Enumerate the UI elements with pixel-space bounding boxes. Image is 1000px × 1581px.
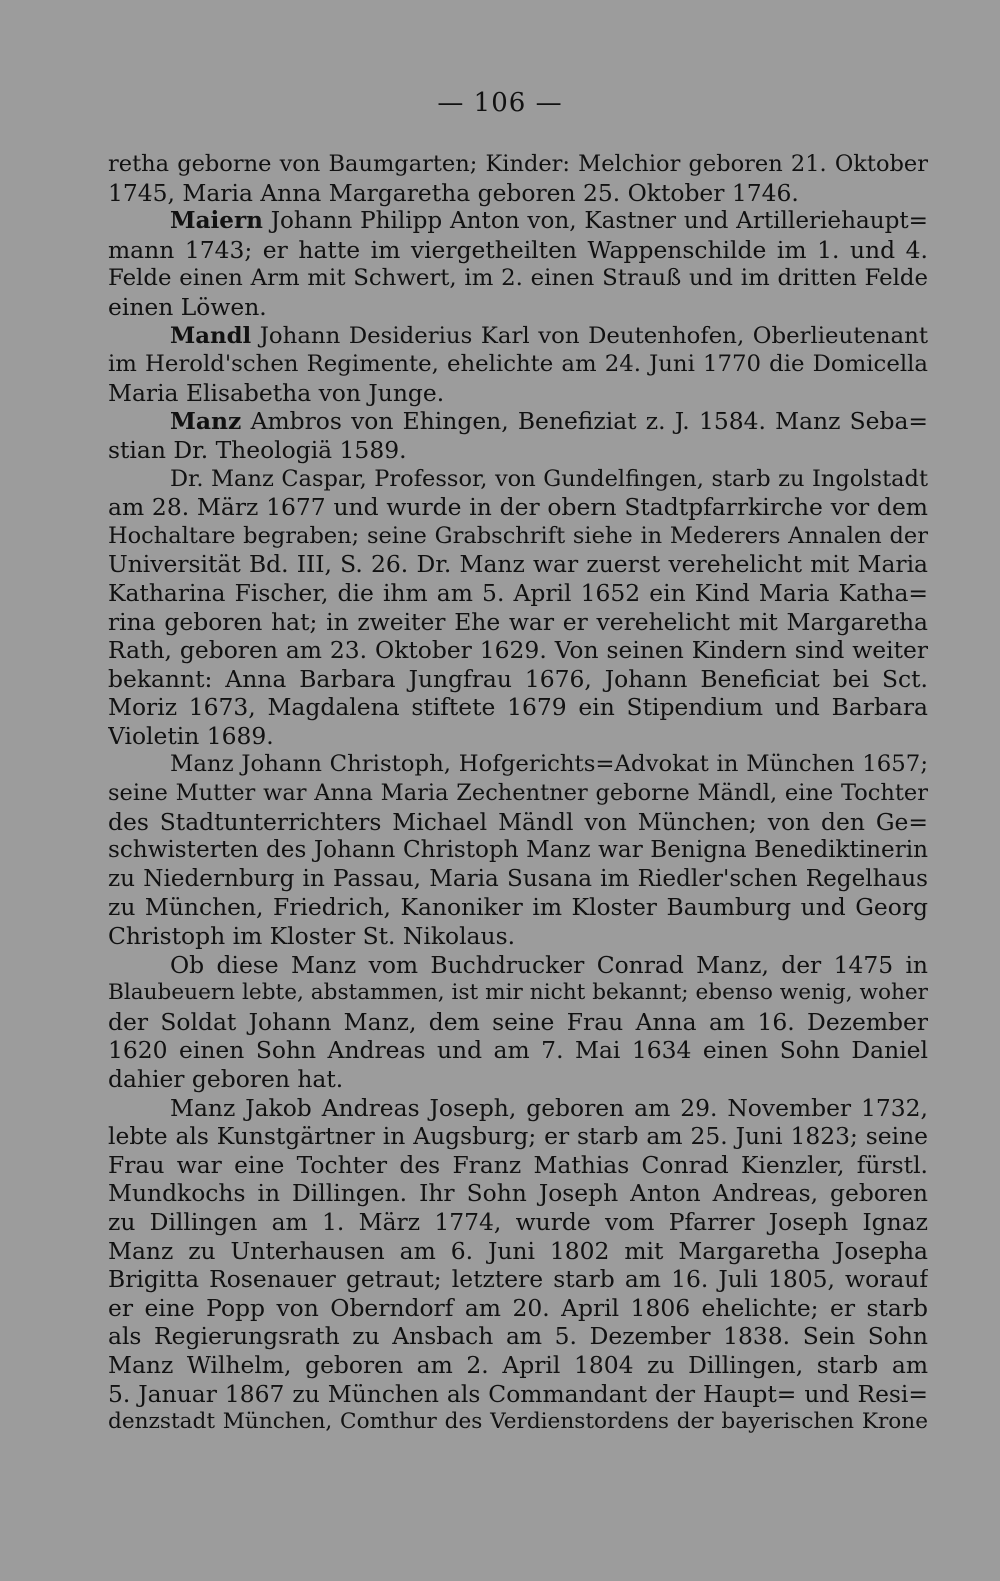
text-line: Felde einen Arm mit Schwert, im 2. einen Strauß und im dritten Felde <box>108 265 928 292</box>
text-line: Dr. Manz Caspar, Professor, von Gundelfingen, starb zu Ingolstadt <box>170 465 928 492</box>
text-line: 5. Januar 1867 zu München als Commandant der Haupt= und Resi= <box>108 1379 928 1408</box>
text-line: am 28. März 1677 und wurde in der obern Stadtpfarrkirche vor dem <box>108 493 928 522</box>
text-line: bekannt: Anna Barbara Jungfrau 1676, Johann Beneficiat bei Sct. <box>108 664 928 693</box>
text-line: denzstadt München, Comthur des Verdienstordens der bayerischen Krone <box>108 1409 928 1435</box>
text-line: des Stadtunterrichters Michael Mändl von München; von den Ge= <box>108 807 928 836</box>
text-line: Manz Ambros von Ehingen, Benefiziat z. J. 1584. Manz Seba= <box>170 407 928 436</box>
text-line: Katharina Fischer, die ihm am 5. April 1652 ein Kind Maria Katha= <box>108 578 928 607</box>
text-line: Manz Johann Christoph, Hofgerichts=Advokat in München 1657; <box>170 751 928 778</box>
text-line: als Regierungsrath zu Ansbach am 5. Dezember 1838. Sein Sohn <box>108 1322 928 1351</box>
entry-heading: Maiern <box>170 207 263 235</box>
text-line: im Herold'schen Regimente, ehelichte am 24. Juni 1770 die Domicella <box>108 351 928 378</box>
text-line: Ob diese Manz vom Buchdrucker Conrad Manz, der 1475 in <box>170 950 928 979</box>
text-line: Christoph im Kloster St. Nikolaus. <box>108 922 516 951</box>
text-line: zu München, Friedrich, Kanoniker im Kloster Baumburg und Georg <box>108 893 928 922</box>
text-line: Mandl Johann Desiderius Karl von Deutenhofen, Oberlieutenant <box>170 322 928 349</box>
text-line: schwisterten des Johann Christoph Manz war Benigna Benediktinerin <box>108 837 928 864</box>
entry-heading: Manz <box>170 407 242 436</box>
text-line: Manz Wilhelm, geboren am 2. April 1804 zu Dillingen, starb am <box>108 1350 928 1379</box>
text-line: zu Dillingen am 1. März 1774, wurde vom Pfarrer Joseph Ignaz <box>108 1207 928 1236</box>
body-text <box>108 150 928 1437</box>
text-line: Rath, geboren am 23. Oktober 1629. Von seinen Kindern sind weiter <box>108 636 928 665</box>
text-line: Maria Elisabetha von Junge. <box>108 378 445 407</box>
text-line: einen Löwen. <box>108 292 267 321</box>
page-number: — 106 — <box>437 88 563 118</box>
text-line: Mundkochs in Dillingen. Ihr Sohn Joseph Anton Andreas, geboren <box>108 1179 928 1208</box>
text-line: Moriz 1673, Magdalena stiftete 1679 ein Stipendium und Barbara <box>108 693 928 722</box>
text-line: der Soldat Johann Manz, dem seine Frau Anna am 16. Dezember <box>108 1007 928 1036</box>
text-line: Blaubeuern lebte, abstammen, ist mir nicht bekannt; ebenso wenig, woher <box>108 980 928 1006</box>
text-line: Maiern Johann Philipp Anton von, Kastner und Artilleriehaupt= <box>170 207 928 235</box>
text-line: seine Mutter war Anna Maria Zechentner geborne Mändl, eine Tochter <box>108 780 928 807</box>
text-line: Manz Jakob Andreas Joseph, geboren am 29. November 1732, <box>170 1093 928 1122</box>
text-line: lebte als Kunstgärtner in Augsburg; er starb am 25. Juni 1823; seine <box>108 1122 928 1151</box>
text-line: Hochaltare begraben; seine Grabschrift siehe in Mederers Annalen der <box>108 522 928 549</box>
text-line: mann 1743; er hatte im viergetheilten Wappenschilde im 1. und 4. <box>108 235 928 264</box>
entry-heading: Mandl <box>170 322 252 349</box>
text-line: rina geboren hat; in zweiter Ehe war er verehelicht mit Margaretha <box>108 607 928 636</box>
text-line: Universität Bd. III, S. 26. Dr. Manz war zuerst verehelicht mit Maria <box>108 550 928 579</box>
text-line: 1745, Maria Anna Margaretha geboren 25. Oktober 1746. <box>108 178 799 207</box>
text-line: retha geborne von Baumgarten; Kinder: Melchior geboren 21. Oktober <box>108 151 928 177</box>
text-line: zu Niedernburg in Passau, Maria Susana im Riedler'schen Regelhaus <box>108 865 928 892</box>
text-line: Frau war eine Tochter des Franz Mathias Conrad Kienzler, fürstl. <box>108 1150 928 1179</box>
text-line: Manz zu Unterhausen am 6. Juni 1802 mit Margaretha Josepha <box>108 1236 928 1265</box>
text-line: Violetin 1689. <box>108 721 274 750</box>
text-line: er eine Popp von Oberndorf am 20. April 1806 ehelichte; er starb <box>108 1293 928 1322</box>
text-line: 1620 einen Sohn Andreas und am 7. Mai 1634 einen Sohn Daniel <box>108 1036 928 1065</box>
text-line: Brigitta Rosenauer getraut; letztere starb am 16. Juli 1805, worauf <box>108 1265 928 1294</box>
text-line: stian Dr. Theologiä 1589. <box>108 435 407 464</box>
text-line: dahier geboren hat. <box>108 1065 344 1093</box>
